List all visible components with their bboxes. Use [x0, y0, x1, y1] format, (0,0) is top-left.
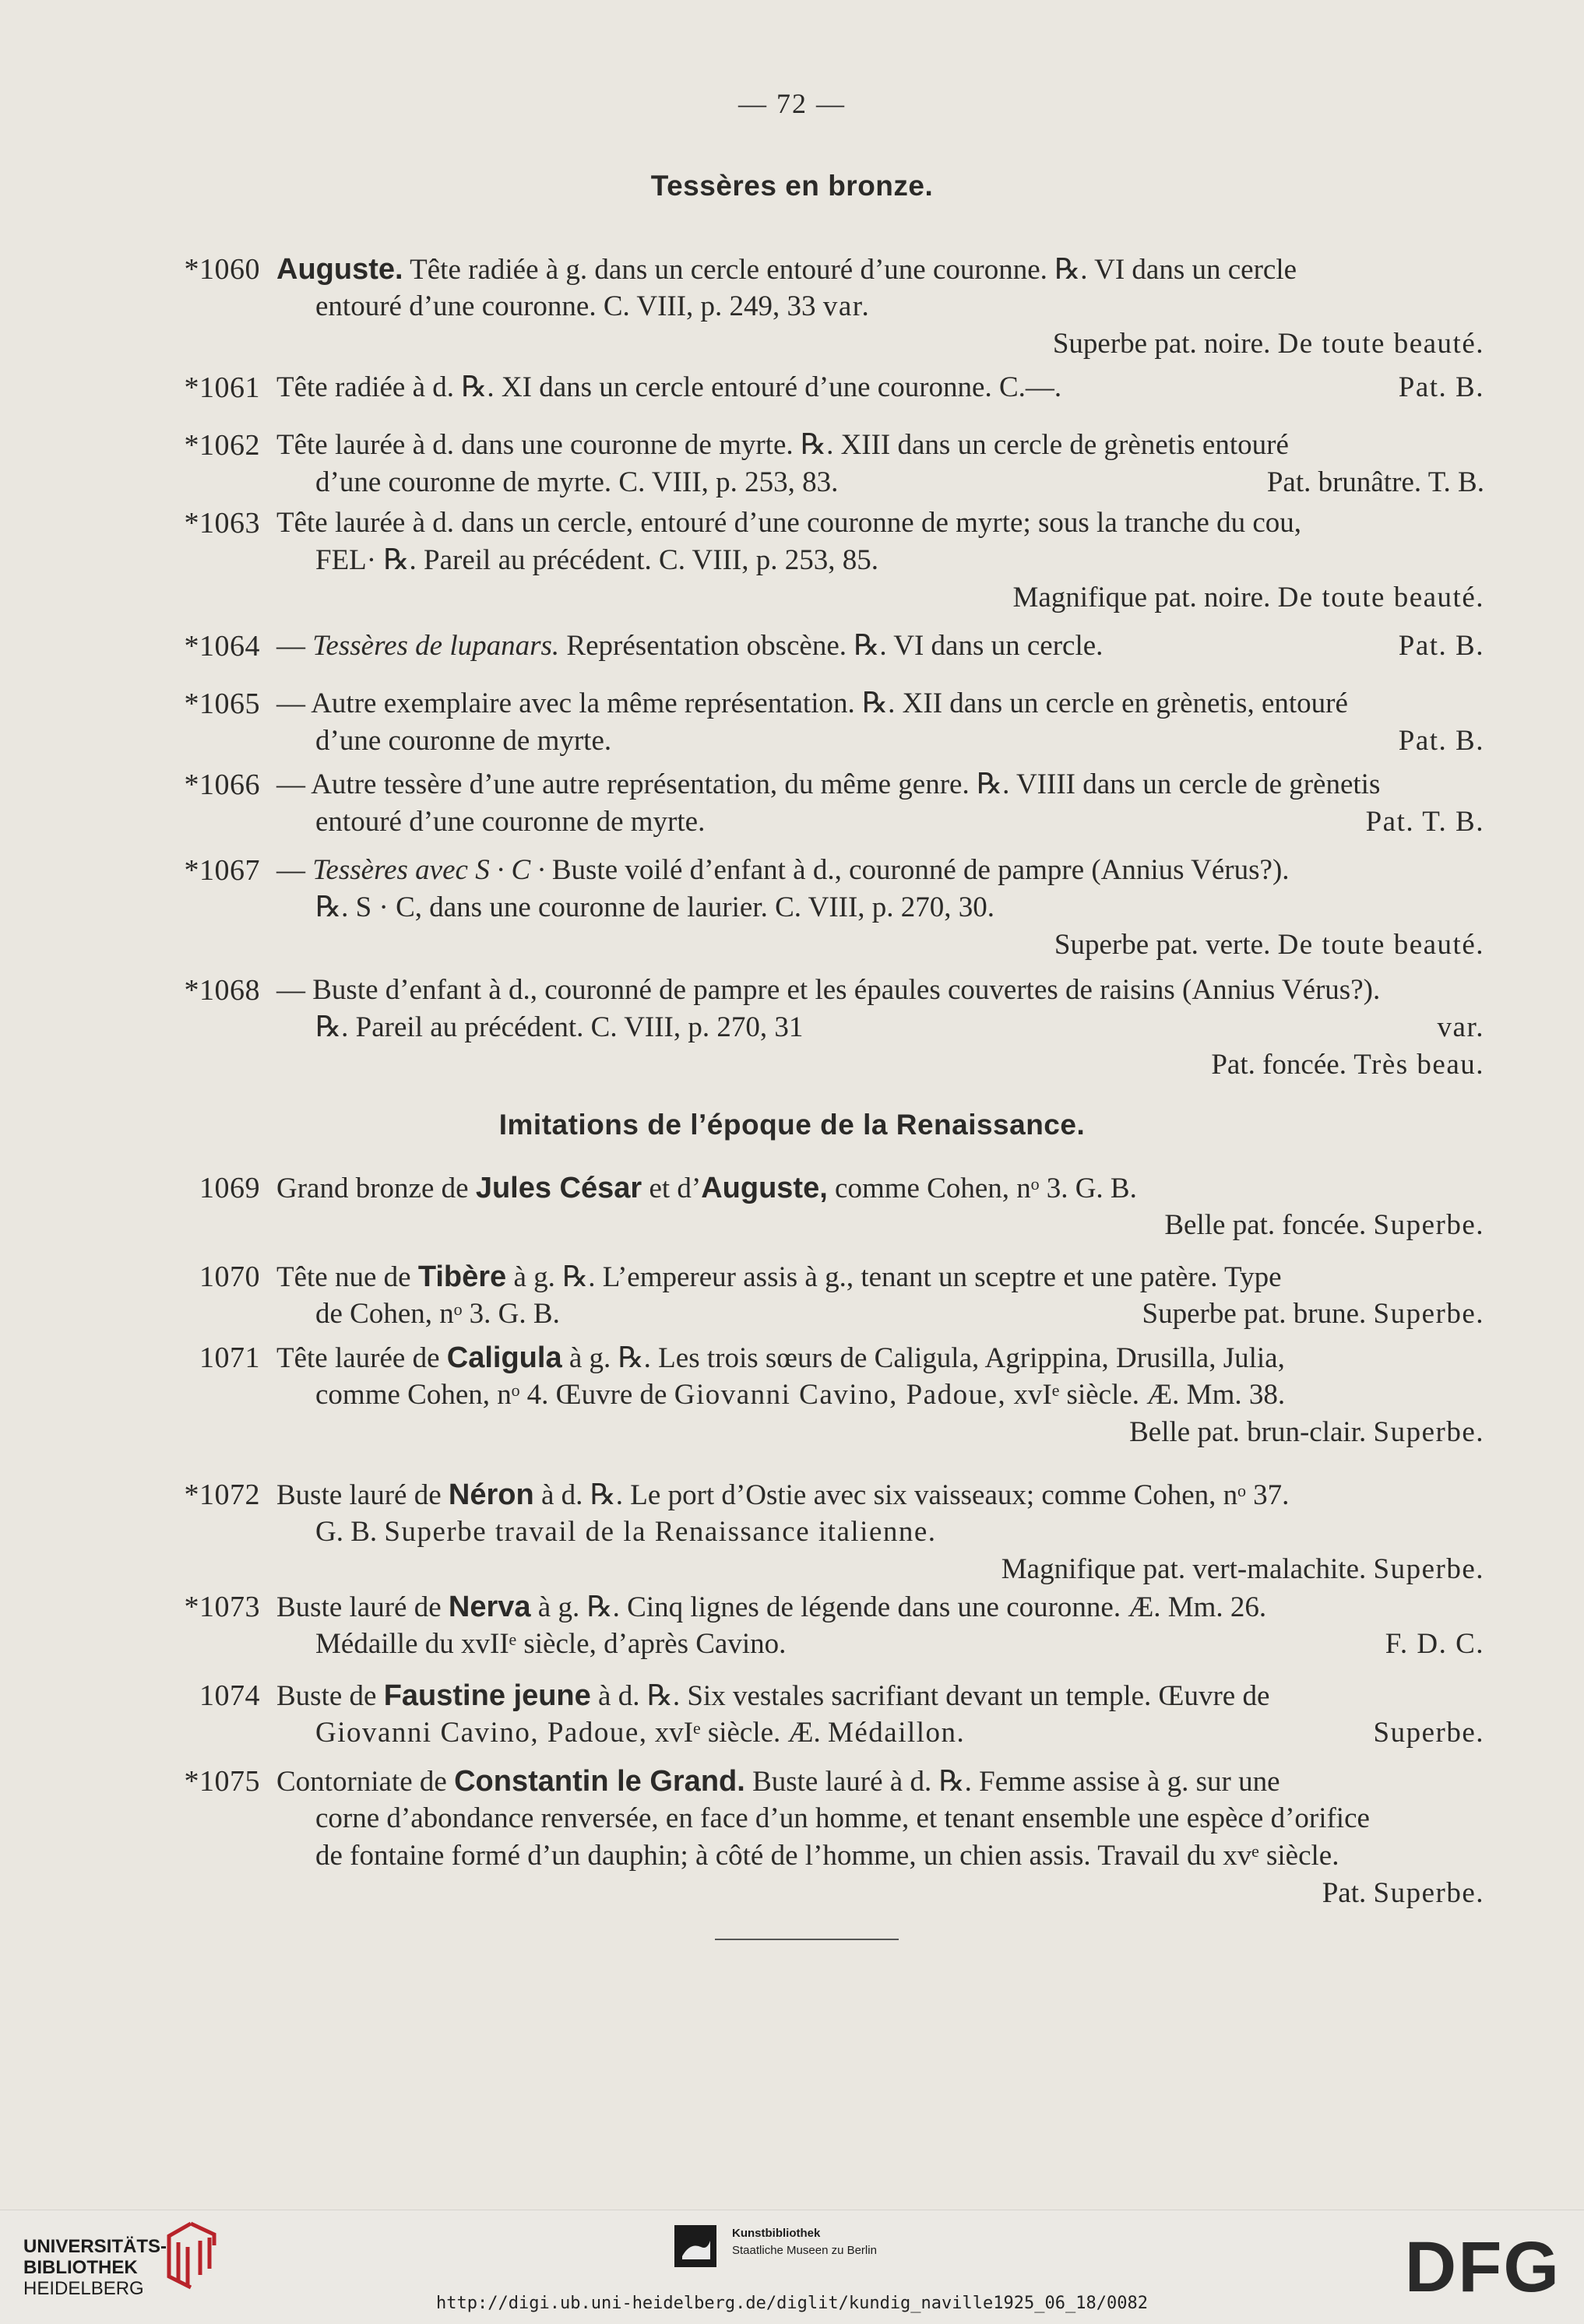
entry-text: ℞. Pareil au précédent. C. VIII, p. 270, 31	[315, 1011, 804, 1043]
entry-line	[276, 427, 1484, 464]
entry-number: *1072	[184, 1478, 260, 1511]
entry-line	[1129, 1414, 1484, 1451]
dfg-logo: DFG	[1404, 2227, 1561, 2307]
italic-title: Tessères de lupanars.	[312, 630, 560, 662]
entry-text: Magnifique pat. noire.	[1012, 582, 1278, 614]
entry-line	[276, 369, 1484, 406]
entry-line	[276, 1258, 1484, 1296]
entry-condition	[1385, 1626, 1484, 1663]
spaced-text: Pat. T. B.	[1365, 806, 1484, 838]
end-rule	[715, 1939, 899, 1940]
entry-text: xvIᵉ siècle. Æ. Mm. 38.	[1006, 1379, 1286, 1411]
section-heading-tesseres: Tessères en bronze.	[650, 170, 934, 202]
spaced-text: De toute beauté.	[1277, 929, 1484, 961]
emperor-name: Faustine jeune	[383, 1679, 591, 1712]
entry-text: à d. ℞. Six vestales sacrifiant devant un temple. Œuvre de	[590, 1680, 1270, 1712]
entry-line	[276, 628, 1484, 665]
entry-condition	[1267, 464, 1484, 501]
entry-line	[276, 766, 1484, 803]
entry-line	[1322, 1875, 1484, 1912]
entry-line	[315, 1009, 1484, 1046]
entry-text: Pat.	[1322, 1877, 1374, 1909]
entry-text: Tête nue de	[276, 1261, 418, 1293]
university-library-logo-icon	[160, 2219, 222, 2294]
entry-text: Médaille du xvIIᵉ siècle, d’après Cavino.	[315, 1628, 787, 1660]
spaced-text: Superbe.	[1373, 1877, 1484, 1909]
entry-text: Belle pat. foncée.	[1164, 1209, 1374, 1241]
entry-line	[315, 1296, 1484, 1333]
entry-text: d’une couronne de myrte.	[315, 725, 612, 757]
spaced-text: Superbe travail de la Renaissance italienne.	[384, 1516, 937, 1548]
university-library-label	[23, 2236, 167, 2299]
spaced-text: Très beau.	[1353, 1049, 1484, 1081]
entry-text: d’une couronne de myrte. C. VIII, p. 253, 83.	[315, 466, 839, 498]
spaced-text: Superbe.	[1373, 1416, 1484, 1448]
entry-line	[315, 1800, 1522, 1837]
spaced-text: Giovanni Cavino, Padoue,	[315, 1717, 648, 1749]
entry-text: — Autre exemplaire avec la même représentation. ℞. XII dans un cercle en grènetis, entouré	[276, 687, 1348, 719]
entry-text: à d. ℞. Le port d’Ostie avec six vaisseaux; comme Cohen, nᵒ 37.	[533, 1479, 1290, 1511]
entry-number: *1073	[184, 1591, 260, 1623]
entry-line	[276, 1588, 1484, 1626]
entry-number: 1071	[199, 1341, 260, 1374]
entry-text: G. B.	[315, 1516, 385, 1548]
emperor-name: Auguste,	[701, 1172, 828, 1204]
entry-line	[276, 1677, 1484, 1715]
entry-text: et d’	[642, 1173, 702, 1204]
entry-text: entouré d’une couronne de myrte.	[315, 806, 706, 838]
entry-line	[1054, 926, 1484, 964]
section-heading-imitations: Imitations de l’époque de la Renaissance.	[498, 1109, 1086, 1141]
spaced-text: Pat. B.	[1398, 725, 1484, 757]
spaced-text: var.	[822, 290, 871, 322]
entry-line	[276, 1169, 1484, 1208]
entry-text: Grand bronze de	[276, 1173, 476, 1204]
entry-line	[1012, 579, 1484, 617]
entry-line	[276, 251, 1484, 289]
spaced-text: Pat. B.	[1398, 630, 1484, 662]
entry-text: Buste voilé d’enfant à d., couronné de pampre (Annius Vérus?).	[544, 854, 1290, 886]
entry-number: *1064	[184, 630, 260, 663]
spaced-text: var.	[1437, 1011, 1484, 1043]
library-line-2: BIBLIOTHEK	[23, 2257, 138, 2278]
entry-text: à g. ℞. Les trois sœurs de Caligula, Agrippina, Drusilla, Julia,	[561, 1342, 1285, 1374]
spaced-text: Superbe.	[1373, 1553, 1484, 1585]
entry-number: *1061	[184, 371, 260, 404]
emperor-name: Auguste.	[276, 253, 403, 286]
entry-line	[315, 464, 1484, 501]
italic-title: Tessères avec S · C ·	[312, 854, 545, 886]
kb-line-1: Kunstbibliothek	[732, 2227, 821, 2240]
entry-text: Buste lauré de	[276, 1479, 449, 1511]
entry-text: Représentation obscène. ℞. VI dans un cercle.	[559, 630, 1104, 662]
spaced-text: F. D. C.	[1385, 1628, 1484, 1660]
entry-number: 1074	[199, 1679, 260, 1712]
entry-line	[315, 1837, 1522, 1875]
entry-condition	[1374, 1714, 1485, 1752]
entry-text: Belle pat. brun-clair.	[1129, 1416, 1374, 1448]
spaced-text: De toute beauté.	[1277, 328, 1484, 360]
entry-line	[315, 1376, 1522, 1414]
entry-text: Tête laurée à d. dans un cercle, entouré d’une couronne de myrte; sous la tranche du cou,	[276, 507, 1302, 539]
entry-number: *1068	[184, 974, 260, 1007]
entry-text: Pat. brunâtre. T. B.	[1266, 466, 1484, 498]
entry-text: Superbe pat. noire.	[1052, 328, 1278, 360]
entry-condition	[1399, 723, 1484, 760]
entry-condition	[1142, 1296, 1484, 1333]
entry-text: —	[276, 630, 313, 662]
emperor-name: Nerva	[448, 1591, 531, 1623]
entry-number: *1067	[184, 854, 260, 887]
entry-number: *1063	[184, 507, 260, 540]
entry-text: Pat. foncée.	[1211, 1049, 1354, 1081]
entry-number: *1075	[184, 1765, 260, 1798]
entry-line	[315, 1514, 1522, 1551]
page-number: — 72 —	[738, 88, 846, 119]
entry-number: *1060	[184, 253, 260, 286]
spaced-text: Giovanni Cavino, Padoue,	[674, 1379, 1007, 1411]
spaced-text: Pat. B.	[1398, 371, 1484, 403]
entry-line	[276, 1763, 1484, 1801]
entry-text: Buste de	[276, 1680, 384, 1712]
entry-condition	[1399, 369, 1484, 406]
entry-text: Superbe pat. brune.	[1142, 1298, 1374, 1330]
library-line-3: HEIDELBERG	[23, 2278, 144, 2299]
entry-text: comme Cohen, nᵒ 4. Œuvre de	[315, 1379, 674, 1411]
entry-number: *1066	[184, 768, 260, 801]
entry-text: de fontaine formé d’un dauphin; à côté de l’homme, un chien assis. Travail du xvᵉ siècle.	[315, 1840, 1339, 1872]
entry-line	[315, 288, 1522, 325]
spaced-text: Médaillon.	[827, 1717, 966, 1749]
emperor-name: Tibère	[417, 1260, 507, 1293]
entry-line	[315, 889, 1522, 926]
emperor-name: Constantin le Grand.	[454, 1765, 745, 1798]
entry-text: comme Cohen, nᵒ 3. G. B.	[827, 1173, 1137, 1204]
entry-condition	[1399, 628, 1484, 665]
source-url: http://digi.ub.uni-heidelberg.de/diglit/kundig_naville1925_06_18/0082	[436, 2294, 1148, 2313]
entry-text: Tête laurée de	[276, 1342, 447, 1374]
entry-condition	[1366, 803, 1484, 841]
entry-number: *1065	[184, 687, 260, 720]
entry-text: à g. ℞. Cinq lignes de légende dans une couronne. Æ. Mm. 26.	[530, 1591, 1267, 1623]
entry-text: —	[276, 854, 313, 886]
spaced-text: Superbe.	[1373, 1209, 1484, 1241]
entry-line	[315, 1714, 1484, 1752]
entry-line	[276, 505, 1484, 542]
entry-text: Contorniate de	[276, 1766, 455, 1798]
entry-line	[315, 1626, 1484, 1663]
spaced-text: Superbe.	[1373, 1717, 1484, 1749]
entry-line	[276, 852, 1484, 889]
entry-text: FEL· ℞. Pareil au précédent. C. VIII, p. 253, 85.	[315, 544, 878, 576]
entry-text: ℞. S · C, dans une couronne de laurier. C. VIII, p. 270, 30.	[315, 891, 995, 923]
entry-line	[276, 1476, 1484, 1514]
entry-line	[1164, 1207, 1484, 1244]
entry-line	[1053, 325, 1484, 363]
emperor-name: Jules César	[475, 1172, 642, 1204]
entry-text: Magnifique pat. vert-malachite.	[1001, 1553, 1374, 1585]
entry-line	[276, 1339, 1484, 1377]
entry-number: 1069	[199, 1172, 260, 1204]
entry-text: — Buste d’enfant à d., couronné de pampre et les épaules couvertes de raisins (Annius Vérus?).	[276, 974, 1381, 1006]
entry-text: à g. ℞. L’empereur assis à g., tenant un sceptre et une patère. Type	[506, 1261, 1282, 1293]
kb-line-2: Staatliche Museen zu Berlin	[732, 2244, 877, 2257]
entry-text: de Cohen, nᵒ 3. G. B.	[315, 1298, 560, 1330]
entry-text: corne d’abondance renversée, en face d’un homme, et tenant ensemble une espèce d’orifice	[315, 1802, 1370, 1834]
entry-text: Superbe pat. verte.	[1054, 929, 1278, 961]
library-line-1: UNIVERSITÄTS-	[23, 2236, 167, 2257]
entry-condition	[1438, 1009, 1484, 1046]
kunstbibliothek-label	[732, 2225, 877, 2259]
entry-line	[276, 685, 1484, 723]
entry-text: Tête laurée à d. dans une couronne de myrte. ℞. XIII dans un cercle de grènetis entouré	[276, 429, 1289, 461]
entry-text: entouré d’une couronne. C. VIII, p. 249, 33	[315, 290, 823, 322]
entry-text: xvIᵉ siècle. Æ.	[647, 1717, 828, 1749]
entry-text: Tête radiée à d. ℞. XI dans un cercle entouré d’une couronne. C.—.	[276, 371, 1062, 403]
entry-line	[1001, 1551, 1484, 1588]
spaced-text: Superbe.	[1373, 1298, 1484, 1330]
entry-line	[1211, 1046, 1484, 1084]
entry-line	[276, 972, 1484, 1009]
entry-number: 1070	[199, 1260, 260, 1293]
entry-line	[315, 803, 1484, 841]
emperor-name: Néron	[448, 1478, 534, 1511]
kunstbibliothek-logo-icon	[674, 2225, 716, 2267]
entry-number: *1062	[184, 429, 260, 462]
entry-text: Buste lauré de	[276, 1591, 449, 1623]
entry-text: — Autre tessère d’une autre représentation, du même genre. ℞. VIIII dans un cercle de grènetis	[276, 768, 1381, 800]
entry-line	[315, 542, 1522, 579]
entry-line	[315, 723, 1484, 760]
entry-text: Tête radiée à g. dans un cercle entouré d’une couronne. ℞. VI dans un cercle	[403, 254, 1297, 286]
emperor-name: Caligula	[446, 1341, 562, 1374]
spaced-text: De toute beauté.	[1277, 582, 1484, 614]
entry-text: Buste lauré à d. ℞. Femme assise à g. sur une	[744, 1766, 1280, 1798]
